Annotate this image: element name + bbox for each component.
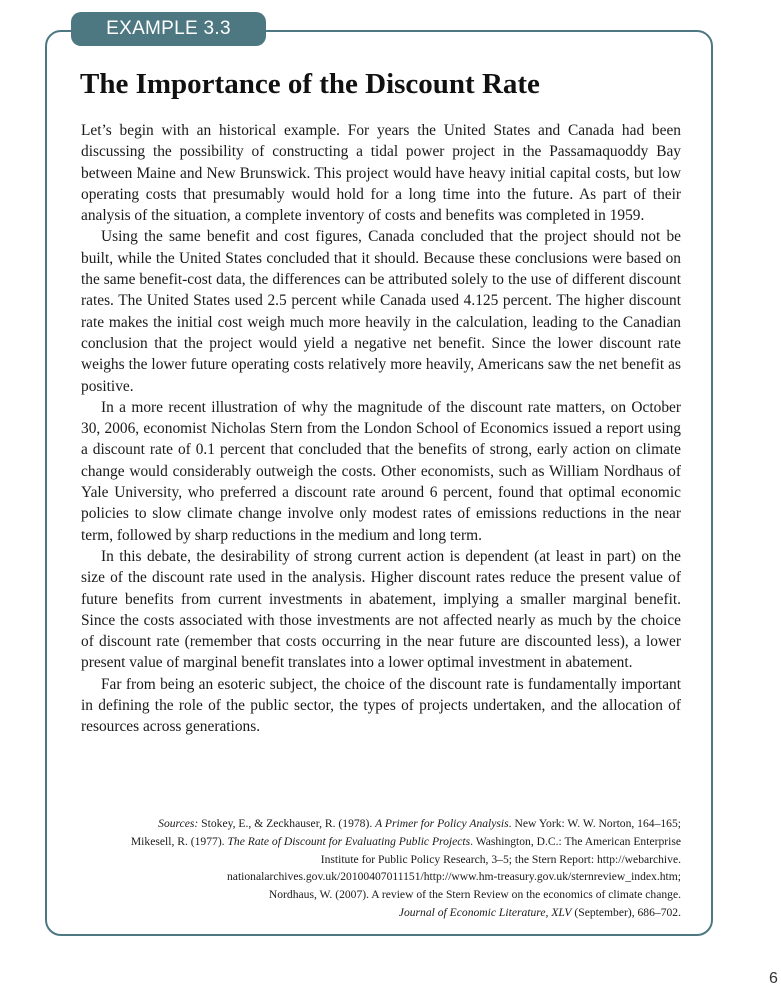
source-1-text: Stokey, E., & Zeckhauser, R. (1978). (198, 817, 376, 830)
source-4-text: Nordhaus, W. (2007). A review of the Stern Review on the economics of climate change. (268, 888, 681, 902)
sources-label: Sources: (158, 817, 199, 830)
source-4-journal: Journal of Economic Literature (398, 905, 546, 919)
example-body (81, 120, 681, 738)
paragraph-5: Far from being an esoteric subject, the choice of the discount rate is fundamentally important in defining the role of the public sector, the types of projects undertaken, and the allocation of resources across generations. (81, 675, 681, 736)
source-3-text: . Washington, D.C.: The American Enterprise Institute for Public Policy Research, 3–5; the Stern Report: http://webarchive. (320, 834, 681, 866)
source-2-title: The Rate of Discount for Evaluating Public Projects (227, 834, 471, 848)
paragraph-1: Let’s begin with an historical example. For years the United States and Canada had been discussing the possibility of constructing a tidal power project in the Passamaquoddy Bay between Maine and New Brunswick. This project would have heavy initial capital costs, but low operating costs that presumably would hold for a long time into the future. As part of their analysis of the situation, a complete inventory of costs and benefits was completed in 1959. (81, 122, 681, 225)
source-3-url: nationalarchives.gov.uk/20100407011151/http://www.hm-treasury.gov.uk/sternreview_index.htm; (227, 870, 681, 884)
source-1-title: A Primer for Policy Analysis (375, 817, 509, 830)
paragraph-3: In a more recent illustration of why the magnitude of the discount rate matters, on October 30, 2006, economist Nicholas Stern from the London School of Economics issued a report using a discount rate of 0.1 percent that concluded that the benefits of strong, early action on climate change would considerably outweigh the costs. Other economists, such as William Nordhaus of Yale University, who preferred a discount rate around 6 percent, found that optimal economic policies to slow climate change involve only modest rates of emissions reductions in the near term, followed by sharp reductions in the medium and long term. (81, 398, 681, 544)
paragraph-2: Using the same benefit and cost figures, Canada concluded that the project should not be built, while the United States concluded that it should. Because these conclusions were based on the same benefit-cost data, the differences can be attributed solely to the use of different discount rates. The United States used 2.5 percent while Canada used 4.125 percent. The higher discount rate makes the initial cost weigh much more heavily in the calculation, leading to the Canadian conclusion that the project would yield a negative net benefit. Since the lower discount rate weighs the lower future operating costs relatively more heavily, Americans saw the net benefit as positive. (81, 228, 681, 395)
source-4-end: (September), 686–702. (571, 905, 681, 919)
page-number: 6 (769, 970, 778, 987)
example-label-tab: EXAMPLE 3.3 (71, 12, 266, 46)
paragraph-4: In this debate, the desirability of strong current action is dependent (at least in part) on the size of the discount rate used in the analysis. Higher discount rates reduce the present value of future benefits from current investments in abatement, implying a smaller marginal benefit. Since the costs associated with those investments are not affected nearly as much by the choice of discount rate (remember that costs occurring in the near future are discounted less), a lower present value of marginal benefit translates into a lower optimal investment in abatement. (81, 547, 681, 672)
sources-note (120, 815, 681, 922)
example-title: The Importance of the Discount Rate (80, 68, 540, 100)
source-2-text: . New York: W. W. Norton, 164–165; Mikesell, R. (1977). (130, 817, 681, 848)
source-4-volume: , XLV (545, 905, 572, 919)
